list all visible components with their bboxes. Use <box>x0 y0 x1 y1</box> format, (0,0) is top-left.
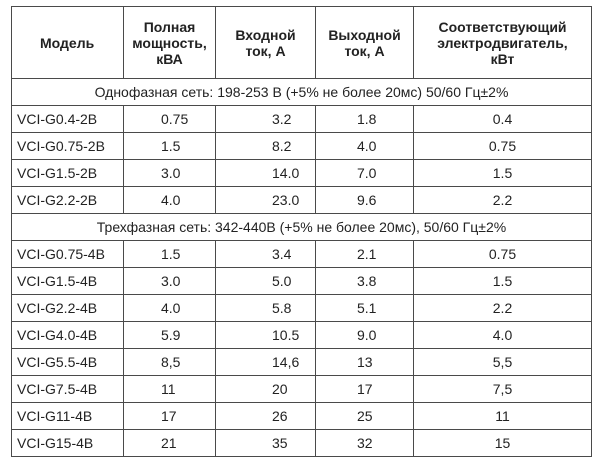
table-row <box>12 322 592 349</box>
power-cell: 4.0 <box>124 295 216 322</box>
input-current-cell: 5.8 <box>216 295 316 322</box>
motor-cell: 0.75 <box>414 133 592 160</box>
output-current-cell: 7.0 <box>316 160 414 187</box>
input-current-cell: 5.0 <box>216 268 316 295</box>
section-title: Трехфазная сеть: 342-440В (+5% не более 20мс), 50/60 Гц±2% <box>12 214 592 241</box>
table-row <box>12 187 592 214</box>
header-input-current: Входной ток, А <box>216 7 316 79</box>
motor-cell: 0.4 <box>414 106 592 133</box>
input-current-cell: 14.0 <box>216 160 316 187</box>
table-row <box>12 349 592 376</box>
power-cell: 0.75 <box>124 106 216 133</box>
input-current-cell: 14,6 <box>216 349 316 376</box>
input-current-cell: 20 <box>216 376 316 403</box>
output-current-cell: 5.1 <box>316 295 414 322</box>
model-cell: VCI-G2.2-2B <box>12 187 124 214</box>
model-cell: VCI-G4.0-4B <box>12 322 124 349</box>
table-header <box>12 7 592 79</box>
model-cell: VCI-G2.2-4B <box>12 295 124 322</box>
output-current-cell: 4.0 <box>316 133 414 160</box>
table-body <box>12 79 592 457</box>
motor-cell: 7,5 <box>414 376 592 403</box>
model-cell: VCI-G11-4B <box>12 403 124 430</box>
power-cell: 1.5 <box>124 133 216 160</box>
table-row <box>12 160 592 187</box>
power-cell: 4.0 <box>124 187 216 214</box>
output-current-cell: 13 <box>316 349 414 376</box>
section-title: Однофазная сеть: 198-253 В (+5% не более 20мс) 50/60 Гц±2% <box>12 79 592 106</box>
section-row <box>12 79 592 106</box>
output-current-cell: 32 <box>316 430 414 457</box>
input-current-cell: 3.2 <box>216 106 316 133</box>
power-cell: 3.0 <box>124 160 216 187</box>
power-cell: 17 <box>124 403 216 430</box>
section-row <box>12 214 592 241</box>
motor-cell: 1.5 <box>414 268 592 295</box>
output-current-cell: 9.6 <box>316 187 414 214</box>
motor-cell: 2.2 <box>414 295 592 322</box>
model-cell: VCI-G0.75-4B <box>12 241 124 268</box>
input-current-cell: 26 <box>216 403 316 430</box>
model-cell: VCI-G15-4B <box>12 430 124 457</box>
header-power: Полная мощность, кВА <box>124 7 216 79</box>
table-row <box>12 376 592 403</box>
motor-cell: 2.2 <box>414 187 592 214</box>
power-cell: 21 <box>124 430 216 457</box>
model-cell: VCI-G1.5-2B <box>12 160 124 187</box>
table-row <box>12 106 592 133</box>
table-row <box>12 295 592 322</box>
input-current-cell: 8.2 <box>216 133 316 160</box>
model-cell: VCI-G0.4-2B <box>12 106 124 133</box>
motor-cell: 15 <box>414 430 592 457</box>
output-current-cell: 1.8 <box>316 106 414 133</box>
output-current-cell: 9.0 <box>316 322 414 349</box>
motor-cell: 11 <box>414 403 592 430</box>
table-row <box>12 403 592 430</box>
table-row <box>12 268 592 295</box>
header-row <box>12 7 592 79</box>
header-model: Модель <box>12 7 124 79</box>
input-current-cell: 23.0 <box>216 187 316 214</box>
power-cell: 11 <box>124 376 216 403</box>
input-current-cell: 3.4 <box>216 241 316 268</box>
model-cell: VCI-G7.5-4B <box>12 376 124 403</box>
motor-cell: 1.5 <box>414 160 592 187</box>
power-cell: 8,5 <box>124 349 216 376</box>
model-cell: VCI-G0.75-2B <box>12 133 124 160</box>
output-current-cell: 17 <box>316 376 414 403</box>
model-cell: VCI-G1.5-4B <box>12 268 124 295</box>
output-current-cell: 25 <box>316 403 414 430</box>
input-current-cell: 35 <box>216 430 316 457</box>
power-cell: 5.9 <box>124 322 216 349</box>
output-current-cell: 3.8 <box>316 268 414 295</box>
table-row <box>12 430 592 457</box>
motor-cell: 0.75 <box>414 241 592 268</box>
input-current-cell: 10.5 <box>216 322 316 349</box>
header-motor: Соответствующий электродвигатель, кВт <box>414 7 592 79</box>
power-cell: 1.5 <box>124 241 216 268</box>
header-output-current: Выходной ток, А <box>316 7 414 79</box>
motor-cell: 4.0 <box>414 322 592 349</box>
model-cell: VCI-G5.5-4B <box>12 349 124 376</box>
output-current-cell: 2.1 <box>316 241 414 268</box>
table-row <box>12 241 592 268</box>
power-cell: 3.0 <box>124 268 216 295</box>
table-row <box>12 133 592 160</box>
spec-table <box>11 6 592 457</box>
motor-cell: 5,5 <box>414 349 592 376</box>
